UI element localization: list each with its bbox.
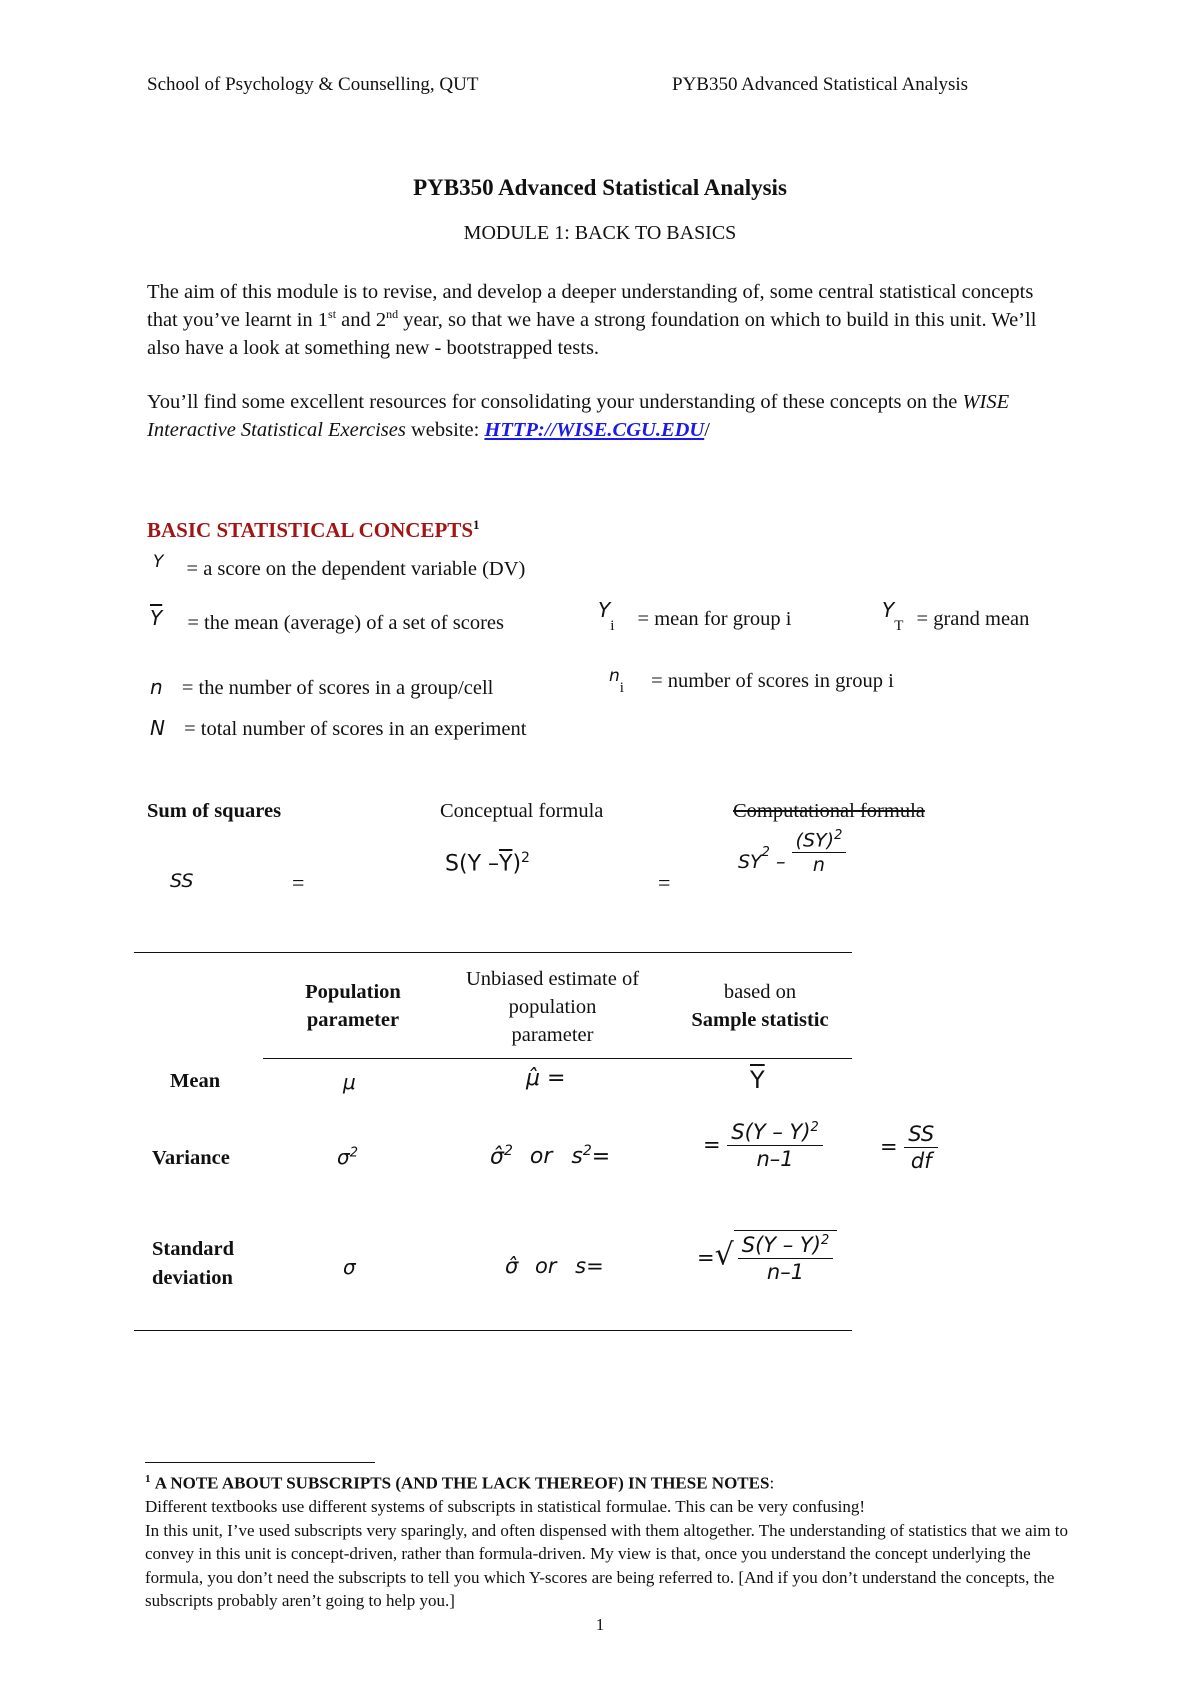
mean-pop: μ — [343, 1070, 356, 1094]
def-yt: $Y_T$ = grand mean — [882, 598, 1030, 635]
footnote-separator — [145, 1462, 375, 1463]
ss-equals-1: = — [292, 870, 305, 895]
module-subtitle: MODULE 1: BACK TO BASICS — [463, 222, 737, 244]
table-bottom-rule — [134, 1330, 852, 1331]
footnote-ref[interactable]: 1 — [473, 517, 480, 532]
ss-conceptual-label: Conceptual formula — [440, 800, 604, 822]
sd-sample-formula: =√ $\frac{S(Y - Y)^2}{n-1}$ — [697, 1230, 837, 1284]
page-title: PYB350 Advanced Statistical Analysis — [413, 175, 787, 200]
ss-equals-2: = — [658, 870, 671, 895]
ss-symbol: SS — [170, 870, 194, 892]
th-population-parameter: Population parameter — [305, 981, 401, 1031]
def-yi: $Y_i$ = mean for group i — [598, 598, 792, 635]
ss-conceptual-formula: S(Y $-\overline{Y})^2$ — [445, 850, 530, 877]
def-n: n = the number of scores in a group/cell — [150, 675, 494, 699]
row-label-sd: Standard deviation — [152, 1238, 235, 1289]
page-number: 1 — [595, 1615, 605, 1634]
def-y: $^Y$ = a score on the dependent variable (DV) — [153, 552, 526, 580]
variance-sample-formula: = $\frac{S(Y - Y)^2}{n-1}$ — [703, 1120, 823, 1171]
row-label-variance: Variance — [152, 1147, 230, 1169]
table-top-rule — [134, 952, 852, 953]
def-ybar: $\overline{Y}$ = the mean (average) of a set of scores — [150, 606, 504, 634]
wise-link[interactable]: HTTP://WISE.CGU.EDU — [484, 419, 705, 441]
sd-pop: σ — [343, 1255, 356, 1279]
mean-sample: $\overline{Y}$ — [750, 1066, 765, 1094]
running-header-left: School of Psychology & Counselling, QUT — [147, 74, 479, 95]
ss-computational-label: Computational formula — [733, 800, 925, 822]
footnote: $^1$ A NOTE ABOUT SUBSCRIPTS (AND THE LACK THEREOF) IN THESE NOTES: Different textbooks use different systems of subscripts in statistical formulae. This can be very confusing! In this unit, I’ve used subscripts very sparingly, and often dispensed with them altogether. The understanding of statistics that we aim to convey in this unit is concept-driven, rather than formula-driven. My view is that, once you understand the concept underlying the formula, you don’t need the subscripts to tell you which Y-scores are being referred to. [And if you don’t understand the concepts, the subscripts probably aren’t going to help you.] — [145, 1473, 1069, 1611]
def-N: N = total number of scores in an experiment — [150, 716, 527, 740]
sd-estimate: σ̂ or s= — [505, 1254, 604, 1278]
th-sample-statistic: based on Sample statistic — [691, 981, 829, 1031]
section-heading: BASIC STATISTICAL CONCEPTS$^1$ — [147, 517, 480, 542]
running-header-right: PYB350 Advanced Statistical Analysis — [672, 74, 969, 95]
def-ni: $^n_i$ = number of scores in group i — [609, 666, 894, 697]
mean-estimate: μ̂ = — [526, 1066, 566, 1091]
row-label-mean: Mean — [170, 1070, 221, 1092]
ss-computational-formula: $SY^2$ – $\frac{(SY)^2}{n}$ — [738, 828, 846, 876]
variance-pop: $\sigma^2$ — [337, 1145, 358, 1169]
variance-ss-df: = $\frac{SS}{df}$ — [880, 1122, 938, 1173]
ss-label: Sum of squares — [147, 800, 282, 822]
th-unbiased-estimate: Unbiased estimate of population parameter — [465, 968, 640, 1046]
intro-paragraph-2: You’ll find some excellent resources for consolidating your understanding of these concepts on the WISE Interactive Statistical Exercises website: HTTP://WISE.CGU.EDU/ — [147, 391, 1010, 441]
table-header-rule — [263, 1058, 852, 1059]
intro-paragraph-1: The aim of this module is to revise, and develop a deeper understanding of, some central statistical concepts that you’ve learnt in 1st and 2nd year, so that we have a strong foundation on which to build in this unit. We’ll also have a look at something new - bootstrapped tests. — [147, 281, 1037, 359]
variance-estimate: σ̂$^2$ or $s^2=$ — [490, 1143, 611, 1170]
